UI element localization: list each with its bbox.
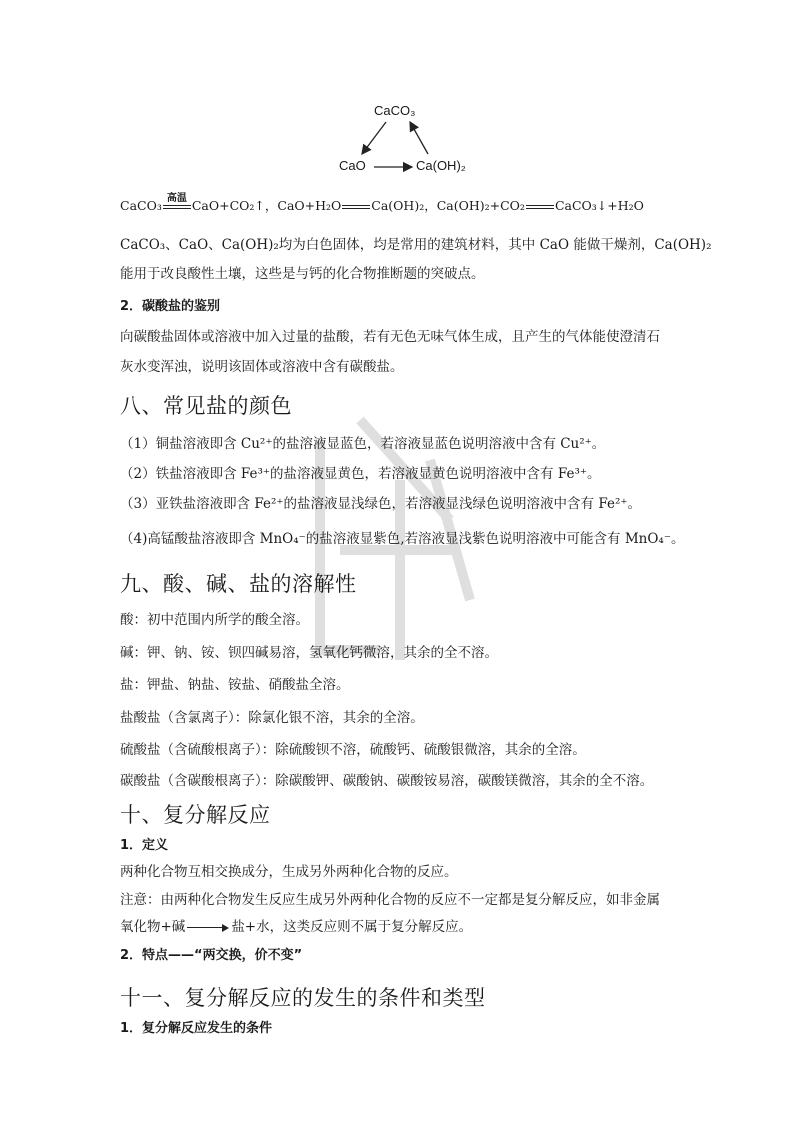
solubility-carbonate: 碳酸盐（含碳酸根离子）：除碳酸钾、碳酸钠、碳酸铵易溶，碳酸镁微溶，其余的全不溶。 [120, 773, 654, 789]
note-products: 盐+水，这类反应则不属于复分解反应。 [231, 919, 473, 935]
eq-segment-2: Ca(OH)₂，Ca(OH)₂+CO₂ [371, 198, 525, 213]
para2-line2: 灰水变浑浊，说明该固体或溶液中含有碳酸盐。 [120, 359, 404, 375]
section-10-title: 十、复分解反应 [120, 803, 271, 827]
reaction-arrow [187, 923, 229, 933]
diagram-node-caco3: CaCO₃ [374, 103, 416, 118]
definition-text: 两种化合物互相交换成分，生成另外两种化合物的反应。 [120, 864, 458, 880]
eq-reactant-1: CaCO₃ [120, 198, 162, 213]
equals-sign [342, 202, 370, 212]
solubility-acid: 酸：初中范围内所学的酸全溶。 [120, 612, 309, 628]
para1-line2: 能用于改良酸性土壤，这些是与钙的化合物推断题的突破点。 [120, 266, 485, 282]
eq-segment-3: CaCO₃↓+H₂O [554, 198, 644, 213]
solubility-base: 碱：钾、钠、铵、钡四碱易溶，氢氧化钙微溶，其余的全不溶。 [120, 645, 498, 661]
note-line2 [120, 915, 472, 935]
diagram-node-caoh2: Ca(OH)₂ [416, 158, 466, 173]
section-8-title: 八、常见盐的颜色 [120, 394, 292, 418]
equation-line [120, 192, 644, 214]
note-line1: 注意：由两种化合物发生反应生成另外两种化合物的反应不一定都是复分解反应，如非金属 [120, 892, 660, 908]
color-item-2: （2）铁盐溶液即含 Fe³⁺的盐溶液显黄色，若溶液显黄色说明溶液中含有 Fe³⁺。 [120, 466, 601, 482]
para2-line1: 向碳酸盐固体或溶液中加入过量的盐酸，若有无色无味气体生成，且产生的气体能使澄清石 [120, 329, 660, 345]
solubility-sulfate: 硫酸盐（含硫酸根离子）：除硫酸钡不溶，硫酸钙、硫酸银微溶，其余的全溶。 [120, 742, 586, 758]
subheading-definition: 1．定义 [120, 838, 169, 853]
subheading-characteristics: 2．特点——“两交换，价不变” [120, 948, 303, 963]
para1-line1: CaCO₃、CaO、Ca(OH)₂均为白色固体，均是常用的建筑材料，其中 CaO 能做干燥剂，Ca(OH)₂ [120, 237, 712, 253]
equals-sign [526, 202, 554, 212]
equals-sign-heat [163, 192, 191, 212]
eq-segment-1: CaO+CO₂↑，CaO+H₂O [191, 198, 342, 213]
diagram-node-cao: CaO [339, 158, 366, 173]
solubility-salt: 盐：钾盐、钠盐、铵盐、硝酸盐全溶。 [120, 677, 350, 693]
section-9-title: 九、酸、碱、盐的溶解性 [120, 572, 357, 596]
color-item-3: （3）亚铁盐溶液即含 Fe²⁺的盐溶液显浅绿色，若溶液显浅绿色说明溶液中含有 Fe²⁺。 [120, 496, 641, 512]
condition-high-temp: 高温 [166, 192, 187, 204]
color-item-4: （4)高锰酸盐溶液即含 MnO₄⁻的盐溶液显紫色,若溶液显浅紫色说明溶液中可能含有 MnO₄⁻。 [120, 531, 685, 547]
section-11-title: 十一、复分解反应的发生的条件和类型 [120, 986, 486, 1010]
subheading-conditions: 1．复分解反应发生的条件 [120, 1021, 273, 1036]
note-reactants: 氧化物+碱 [120, 919, 186, 935]
subheading-carbonate-identification: 2．碳酸盐的鉴别 [120, 299, 221, 314]
solubility-chloride: 盐酸盐（含氯离子）：除氯化银不溶，其余的全溶。 [120, 710, 424, 726]
color-item-1: （1）铜盐溶液即含 Cu²⁺的盐溶液显蓝色，若溶液显蓝色说明溶液中含有 Cu²⁺。 [120, 436, 606, 452]
